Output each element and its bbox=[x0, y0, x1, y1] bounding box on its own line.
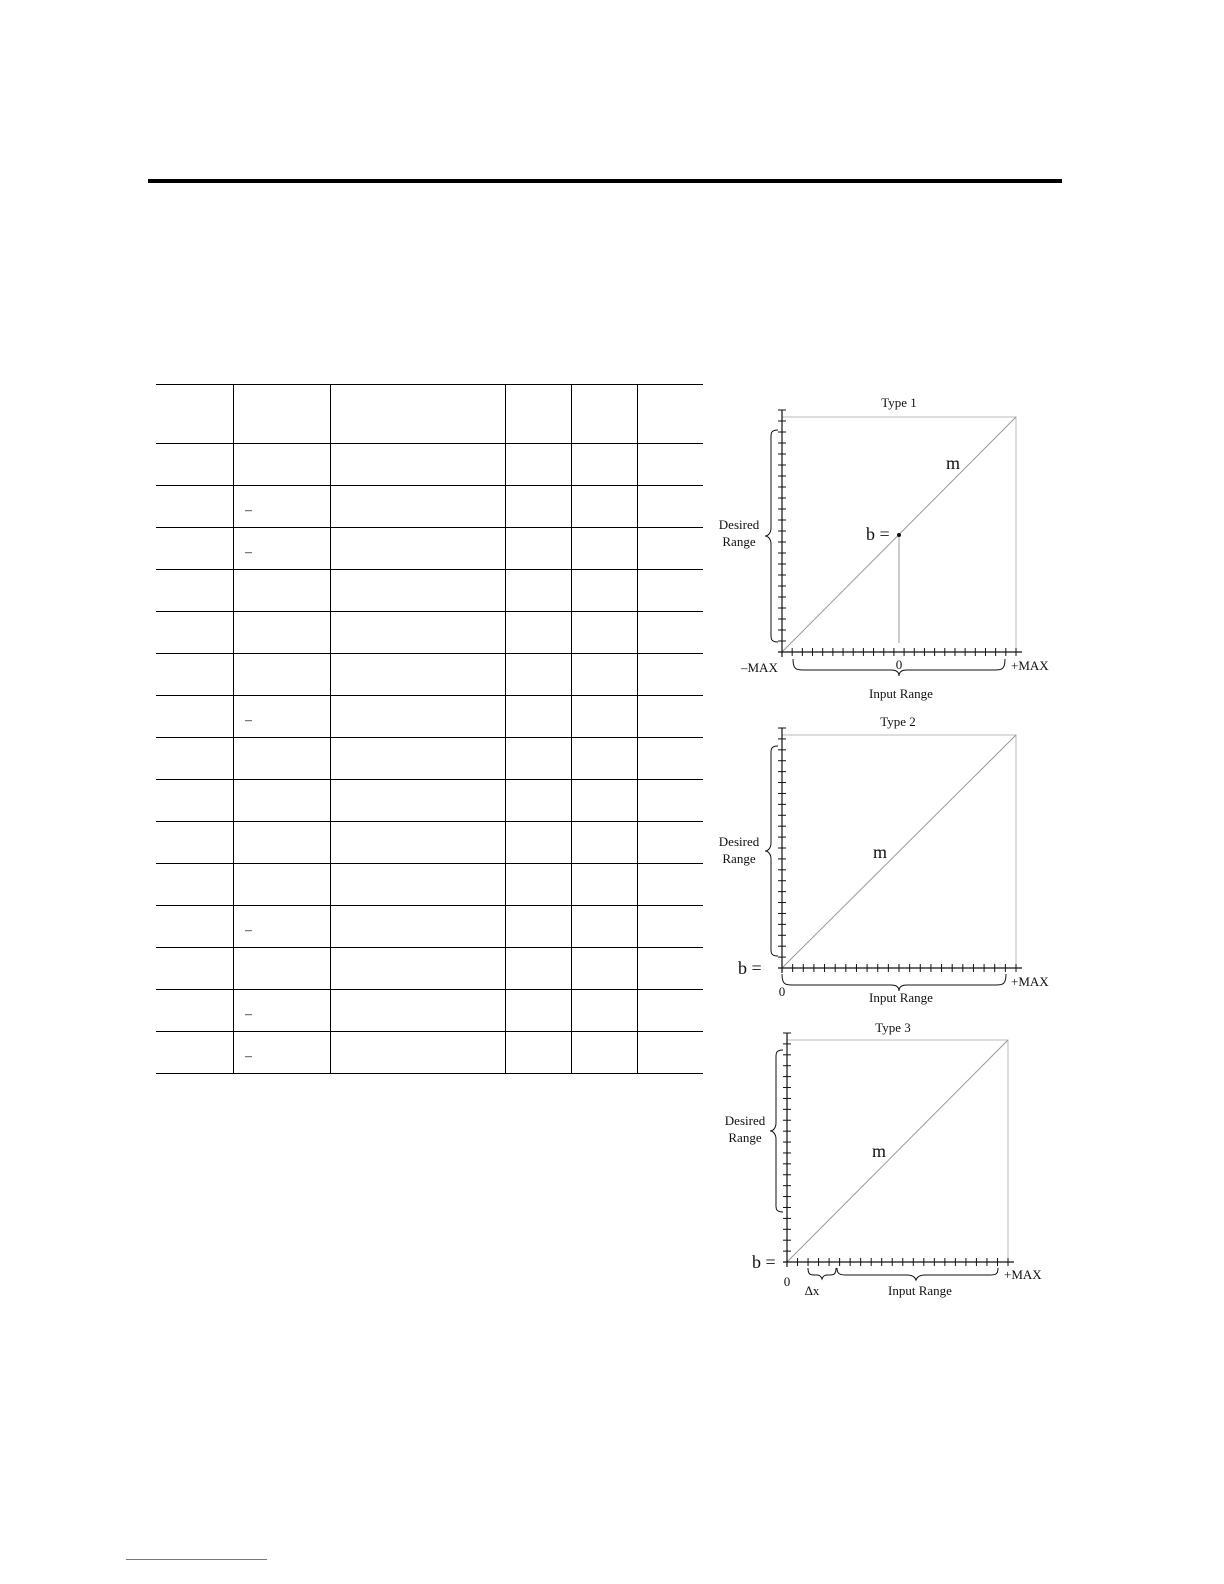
type3-slope-label: m bbox=[872, 1141, 887, 1161]
table-cell bbox=[331, 696, 506, 738]
table-cell: – bbox=[234, 528, 331, 570]
type1-title: Type 1 bbox=[881, 395, 917, 410]
table-cell bbox=[156, 780, 234, 822]
table-row bbox=[156, 864, 703, 906]
table-cell bbox=[331, 486, 506, 528]
table-cell bbox=[506, 570, 572, 612]
table-cell bbox=[156, 696, 234, 738]
table-cell bbox=[156, 486, 234, 528]
table-cell bbox=[506, 654, 572, 696]
table-cell bbox=[506, 486, 572, 528]
type2-intercept-label: b = bbox=[738, 958, 762, 978]
table-cell bbox=[638, 444, 704, 486]
table-row bbox=[156, 780, 703, 822]
table-cell bbox=[506, 780, 572, 822]
type3-offset-brace bbox=[808, 1268, 836, 1279]
table-cell bbox=[331, 570, 506, 612]
table-cell bbox=[638, 385, 704, 444]
table-cell bbox=[156, 948, 234, 990]
table-row bbox=[156, 570, 703, 612]
type2-title: Type 2 bbox=[880, 714, 916, 729]
table-cell bbox=[331, 822, 506, 864]
table-row bbox=[156, 528, 703, 570]
table-cell bbox=[234, 654, 331, 696]
type3-offset-label: Δx bbox=[804, 1283, 820, 1298]
table-cell bbox=[506, 528, 572, 570]
type3-x-zero-label: 0 bbox=[783, 1274, 791, 1289]
type1-graph bbox=[700, 390, 1060, 710]
table-row bbox=[156, 990, 703, 1032]
type1-ticks bbox=[778, 410, 1016, 656]
table-cell: – bbox=[234, 696, 331, 738]
table-cell bbox=[331, 385, 506, 444]
parameter-table bbox=[156, 384, 703, 1074]
type3-ticks bbox=[783, 1033, 1008, 1266]
table-row bbox=[156, 948, 703, 990]
table-row bbox=[156, 738, 703, 780]
table-cell bbox=[638, 528, 704, 570]
table-cell bbox=[572, 864, 638, 906]
type1-x-min-label: –MAX bbox=[741, 660, 778, 675]
table-cell bbox=[156, 990, 234, 1032]
table-cell bbox=[506, 948, 572, 990]
table-cell bbox=[572, 822, 638, 864]
type2-y-label-line1: Desired bbox=[718, 834, 760, 849]
type1-y-range-brace bbox=[765, 430, 778, 642]
table-row bbox=[156, 486, 703, 528]
table-cell bbox=[638, 990, 704, 1032]
table-cell: – bbox=[234, 990, 331, 1032]
table-header-row bbox=[156, 385, 703, 444]
type3-y-label-line2: Range bbox=[728, 1130, 762, 1145]
table-cell bbox=[572, 1032, 638, 1074]
table-cell: – bbox=[234, 1032, 331, 1074]
table-row bbox=[156, 822, 703, 864]
table-cell bbox=[156, 528, 234, 570]
table-cell bbox=[331, 780, 506, 822]
header-rule bbox=[148, 179, 1062, 183]
table-cell bbox=[506, 696, 572, 738]
table-cell bbox=[156, 864, 234, 906]
table-cell bbox=[506, 612, 572, 654]
type2-x-range-label: Input Range bbox=[869, 990, 933, 1005]
footnote-rule bbox=[126, 1559, 267, 1560]
table-cell bbox=[331, 444, 506, 486]
type1-x-zero-label: 0 bbox=[895, 657, 903, 672]
type2-x-max-label: +MAX bbox=[1011, 974, 1049, 989]
table-cell bbox=[572, 486, 638, 528]
table-cell bbox=[506, 444, 572, 486]
table-cell bbox=[156, 822, 234, 864]
table-cell bbox=[156, 1032, 234, 1074]
table-cell bbox=[638, 948, 704, 990]
table-cell bbox=[572, 906, 638, 948]
table-cell bbox=[572, 444, 638, 486]
table-cell bbox=[638, 780, 704, 822]
table-row bbox=[156, 654, 703, 696]
table-cell bbox=[638, 738, 704, 780]
table-cell bbox=[331, 654, 506, 696]
table-cell bbox=[156, 654, 234, 696]
type1-intercept-label: b = bbox=[866, 524, 890, 544]
type2-y-label-line2: Range bbox=[722, 851, 756, 866]
table-cell bbox=[234, 738, 331, 780]
type3-slope-line bbox=[787, 1040, 1008, 1262]
type3-x-range-label: Input Range bbox=[888, 1283, 952, 1298]
type2-y-range-brace bbox=[765, 746, 778, 956]
table-cell bbox=[234, 444, 331, 486]
table-row bbox=[156, 1032, 703, 1074]
type3-y-label-line1: Desired bbox=[724, 1113, 766, 1128]
table-cell bbox=[638, 864, 704, 906]
table-cell bbox=[572, 696, 638, 738]
table-cell bbox=[156, 444, 234, 486]
table-cell bbox=[156, 612, 234, 654]
type2-x-range-brace bbox=[782, 974, 1006, 991]
table-cell bbox=[234, 570, 331, 612]
table-cell bbox=[506, 385, 572, 444]
type1-x-max-label: +MAX bbox=[1011, 658, 1049, 673]
table-row bbox=[156, 696, 703, 738]
table-row bbox=[156, 444, 703, 486]
table-cell bbox=[506, 990, 572, 1032]
type3-x-range-brace bbox=[837, 1268, 998, 1280]
table-cell: – bbox=[234, 906, 331, 948]
table-cell bbox=[331, 906, 506, 948]
type3-title: Type 3 bbox=[875, 1020, 911, 1035]
table-cell bbox=[638, 696, 704, 738]
type1-slope-label: m bbox=[946, 453, 961, 473]
table-cell bbox=[331, 1032, 506, 1074]
table-cell bbox=[572, 385, 638, 444]
table-row bbox=[156, 612, 703, 654]
table-cell bbox=[638, 822, 704, 864]
table-cell bbox=[331, 738, 506, 780]
type1-intercept-point bbox=[897, 533, 901, 537]
table-cell bbox=[572, 612, 638, 654]
type1-y-label-line1: Desired bbox=[718, 517, 760, 532]
table-cell bbox=[638, 906, 704, 948]
table-cell bbox=[156, 906, 234, 948]
table-cell bbox=[156, 738, 234, 780]
table-cell bbox=[506, 738, 572, 780]
type2-slope-line bbox=[782, 735, 1016, 968]
table-cell bbox=[234, 822, 331, 864]
table-cell bbox=[156, 570, 234, 612]
table-cell bbox=[572, 528, 638, 570]
table-cell bbox=[331, 864, 506, 906]
table-cell bbox=[234, 612, 331, 654]
table-cell bbox=[572, 948, 638, 990]
table-cell bbox=[331, 948, 506, 990]
table-cell: – bbox=[234, 486, 331, 528]
table-cell bbox=[331, 612, 506, 654]
table-cell bbox=[234, 948, 331, 990]
table-cell bbox=[572, 654, 638, 696]
table-row bbox=[156, 906, 703, 948]
type3-x-max-label: +MAX bbox=[1004, 1267, 1042, 1282]
table-cell bbox=[638, 570, 704, 612]
table-cell bbox=[638, 486, 704, 528]
table-cell bbox=[234, 385, 331, 444]
type3-graph bbox=[700, 1016, 1060, 1306]
table-cell bbox=[234, 780, 331, 822]
table-cell bbox=[156, 385, 234, 444]
type2-x-zero-label: 0 bbox=[778, 984, 786, 999]
type1-x-range-label: Input Range bbox=[869, 686, 933, 701]
table-cell bbox=[638, 612, 704, 654]
table-cell bbox=[506, 864, 572, 906]
table-cell bbox=[638, 1032, 704, 1074]
type2-ticks bbox=[778, 728, 1016, 972]
table-cell bbox=[331, 990, 506, 1032]
type2-graph bbox=[700, 710, 1060, 1010]
table-cell bbox=[638, 654, 704, 696]
table-cell bbox=[506, 1032, 572, 1074]
table-cell bbox=[331, 528, 506, 570]
table-cell bbox=[572, 738, 638, 780]
type3-intercept-label: b = bbox=[752, 1252, 776, 1272]
type3-y-range-brace bbox=[770, 1050, 783, 1212]
table-cell bbox=[572, 990, 638, 1032]
table-cell bbox=[234, 864, 331, 906]
table-cell bbox=[572, 570, 638, 612]
table-cell bbox=[506, 906, 572, 948]
type1-y-label-line2: Range bbox=[722, 534, 756, 549]
table-cell bbox=[506, 822, 572, 864]
table-cell bbox=[572, 780, 638, 822]
type2-slope-label: m bbox=[873, 842, 888, 862]
